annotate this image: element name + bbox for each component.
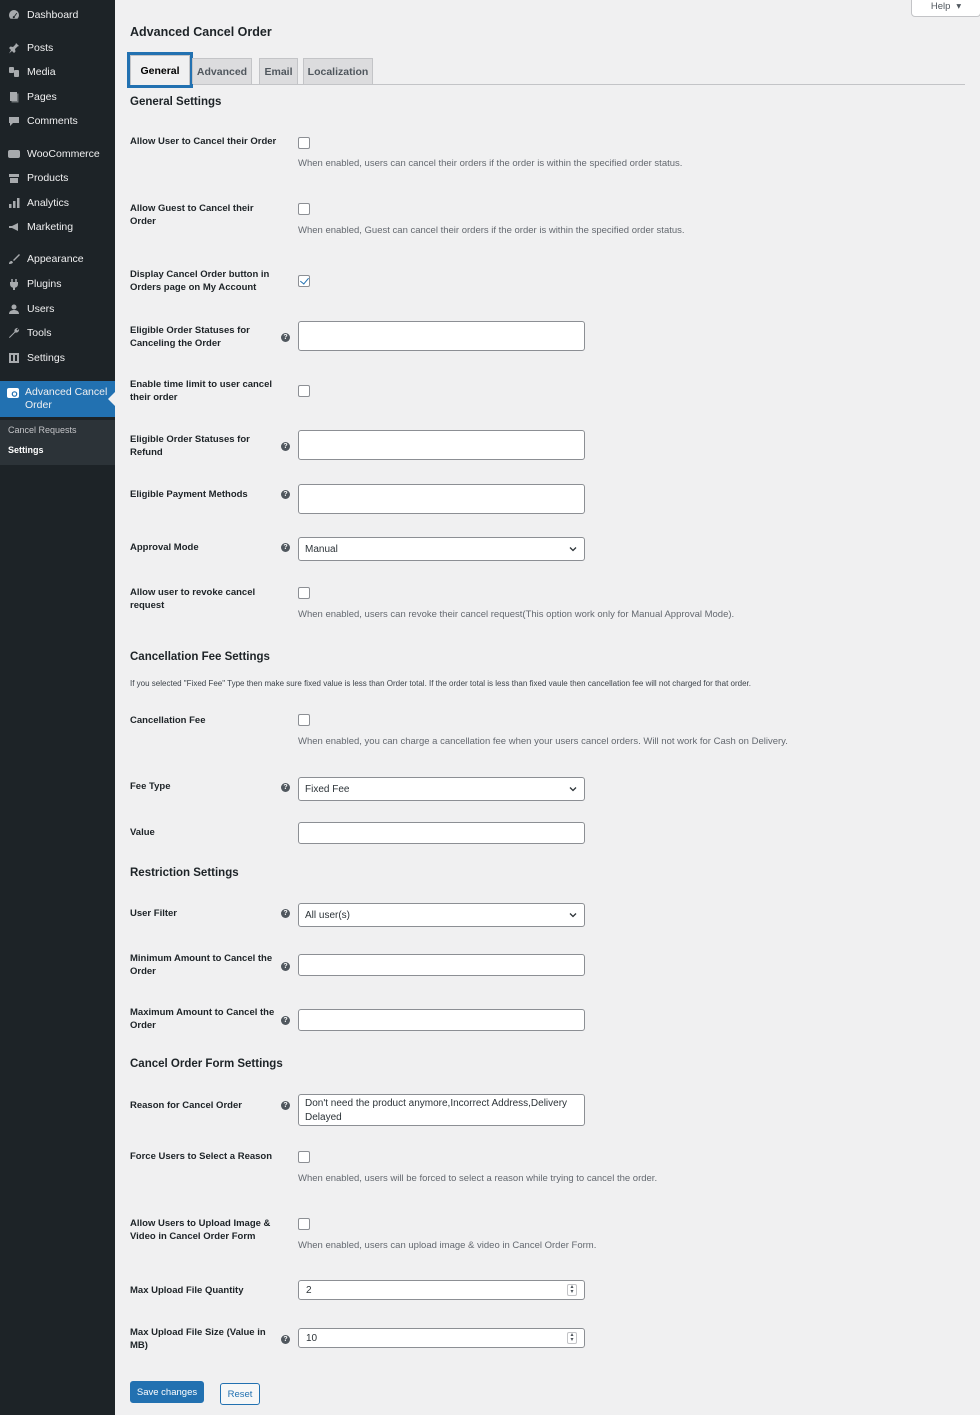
user-filter-select[interactable] <box>298 903 585 927</box>
force-reason-desc: When enabled, users will be forced to select a reason while trying to cancel the order. <box>298 1173 658 1184</box>
fee-note: If you selected "Fixed Fee" Type then make sure fixed value is less than Order total. If the order total is less than fixed vaule then cancellation fee will not charged for that order. <box>130 679 751 688</box>
menu-label: Comments <box>27 115 78 127</box>
eligible-statuses-refund-label: Eligible Order Statuses for Refund <box>130 434 250 458</box>
fee-type-value: Fixed Fee <box>305 783 350 795</box>
revoke-checkbox[interactable] <box>298 587 310 599</box>
spinner-icon[interactable]: ▴ ▾ <box>567 1332 577 1344</box>
form-settings-title: Cancel Order Form Settings <box>130 1058 283 1070</box>
spinner-icon[interactable]: ▴ ▾ <box>567 1284 577 1296</box>
user-filter-value: All user(s) <box>305 909 351 921</box>
save-changes-button[interactable]: Save changes <box>130 1381 204 1403</box>
tab-email[interactable]: Email <box>259 58 298 84</box>
menu-marketing[interactable] <box>0 216 115 238</box>
user-filter-label: User Filter <box>130 908 177 919</box>
menu-analytics[interactable] <box>0 192 115 214</box>
help-tip-icon[interactable]: ? <box>281 962 290 971</box>
display-button-label: Display Cancel Order button in Orders page on My Account <box>130 269 270 293</box>
plug-icon <box>7 277 21 291</box>
menu-label: Dashboard <box>27 9 79 21</box>
allow-guest-cancel-checkbox[interactable] <box>298 203 310 215</box>
max-qty-value: 2 <box>306 1284 312 1296</box>
submenu <box>0 420 115 465</box>
allow-user-cancel-desc: When enabled, users can cancel their orders if the order is within the specified order status. <box>298 158 683 169</box>
reason-label: Reason for Cancel Order <box>130 1100 242 1111</box>
menu-pages[interactable] <box>0 86 115 108</box>
upload-label: Allow Users to Upload Image & Video in Cancel Order Form <box>130 1218 271 1242</box>
media-icon <box>7 65 21 79</box>
tab-localization[interactable]: Localization <box>303 58 373 84</box>
fee-settings-title: Cancellation Fee Settings <box>130 651 270 663</box>
time-limit-checkbox[interactable] <box>298 385 310 397</box>
menu-users[interactable] <box>0 298 115 320</box>
reason-textarea[interactable]: Don't need the product anymore,Incorrect Address,Delivery Delayed <box>298 1094 585 1126</box>
settings-tabs <box>130 58 965 85</box>
min-amount-label: Minimum Amount to Cancel the Order <box>130 953 273 977</box>
reset-button[interactable]: Reset <box>220 1383 260 1405</box>
help-tip-icon[interactable]: ? <box>281 1016 290 1025</box>
menu-label: Advanced Cancel Order <box>25 386 108 411</box>
menu-advanced-cancel-order[interactable] <box>0 381 115 417</box>
value-input[interactable] <box>298 822 585 844</box>
menu-label: Media <box>27 66 56 78</box>
allow-user-cancel-label: Allow User to Cancel their Order <box>130 136 277 147</box>
display-button-checkbox[interactable] <box>298 275 310 287</box>
upload-checkbox[interactable] <box>298 1218 310 1230</box>
help-tip-icon[interactable]: ? <box>281 1101 290 1110</box>
help-tip-icon[interactable]: ? <box>281 543 290 552</box>
bar-chart-icon <box>7 196 21 210</box>
cancellation-fee-label: Cancellation Fee <box>130 715 206 726</box>
submenu-settings[interactable]: Settings <box>8 445 44 455</box>
menu-label: Users <box>27 303 55 315</box>
fee-type-label: Fee Type <box>130 781 171 792</box>
menu-label: WooCommerce <box>27 148 100 160</box>
help-label: Help <box>930 1 951 12</box>
approval-mode-value: Manual <box>305 543 338 555</box>
max-size-value: 10 <box>306 1332 318 1344</box>
revoke-desc: When enabled, users can revoke their cancel request(This option work only for Manual Approval Mode). <box>298 609 735 620</box>
menu-products[interactable] <box>0 167 115 189</box>
help-tip-icon[interactable]: ? <box>281 909 290 918</box>
help-tip-icon[interactable]: ? <box>281 490 290 499</box>
tab-advanced[interactable]: Advanced <box>192 58 252 84</box>
menu-posts[interactable] <box>0 37 115 59</box>
archive-icon <box>7 171 21 185</box>
page-icon <box>7 90 21 104</box>
help-tip-icon[interactable]: ? <box>281 1335 290 1344</box>
approval-mode-select[interactable] <box>298 537 585 561</box>
revoke-label: Allow user to revoke cancel request <box>130 587 256 611</box>
force-reason-label: Force Users to Select a Reason <box>130 1151 273 1162</box>
brush-icon <box>7 252 21 266</box>
menu-label: Pages <box>27 91 57 103</box>
main-content <box>115 0 980 1415</box>
menu-label: Analytics <box>27 197 70 209</box>
pin-icon <box>7 41 21 55</box>
menu-plugins[interactable] <box>0 273 115 295</box>
restriction-settings-title: Restriction Settings <box>130 867 239 879</box>
menu-comments[interactable] <box>0 110 115 132</box>
allow-user-cancel-checkbox[interactable] <box>298 137 310 149</box>
allow-guest-cancel-desc: When enabled, Guest can cancel their orders if the order is within the specified order status. <box>298 225 685 236</box>
eligible-payment-label: Eligible Payment Methods <box>130 489 248 500</box>
settings-icon <box>7 351 21 365</box>
submenu-cancel-requests[interactable]: Cancel Requests <box>8 425 77 435</box>
user-icon <box>7 302 21 316</box>
woo-icon <box>7 147 21 161</box>
help-button[interactable] <box>911 0 980 17</box>
approval-mode-label: Approval Mode <box>130 542 199 553</box>
dashboard-icon <box>7 8 21 22</box>
eligible-statuses-cancel-input[interactable] <box>298 321 585 351</box>
menu-label: Products <box>27 172 69 184</box>
chevron-down-icon <box>568 910 578 920</box>
menu-label: Plugins <box>27 278 62 290</box>
help-tip-icon[interactable]: ? <box>281 783 290 792</box>
force-reason-checkbox[interactable] <box>298 1151 310 1163</box>
help-tip-icon[interactable]: ? <box>281 333 290 342</box>
general-settings-title: General Settings <box>130 96 222 108</box>
menu-label: Tools <box>27 327 52 339</box>
comment-icon <box>7 114 21 128</box>
megaphone-icon <box>7 220 21 234</box>
help-tip-icon[interactable]: ? <box>281 442 290 451</box>
value-label: Value <box>130 827 155 838</box>
fee-type-select[interactable] <box>298 777 585 801</box>
menu-label: Appearance <box>27 253 84 265</box>
max-amount-label: Maximum Amount to Cancel the Order <box>130 1007 275 1031</box>
tab-general[interactable]: General <box>130 55 190 85</box>
menu-media[interactable] <box>0 61 115 83</box>
max-qty-label: Max Upload File Quantity <box>130 1285 244 1296</box>
eligible-statuses-cancel-label: Eligible Order Statuses for Canceling the Order <box>130 325 250 349</box>
chevron-down-icon <box>568 544 578 554</box>
min-amount-input[interactable] <box>298 954 585 976</box>
caret-down-icon: ▾ <box>956 1 962 12</box>
admin-sidebar <box>0 0 115 1415</box>
eligible-statuses-refund-input[interactable] <box>298 430 585 460</box>
menu-label: Settings <box>27 352 65 364</box>
chevron-down-icon <box>568 784 578 794</box>
time-limit-label: Enable time limit to user cancel their order <box>130 379 273 403</box>
menu-label: Marketing <box>27 221 74 233</box>
cancel-order-icon <box>7 386 19 400</box>
allow-guest-cancel-label: Allow Guest to Cancel their Order <box>130 203 254 227</box>
upload-desc: When enabled, users can upload image & video in Cancel Order Form. <box>298 1240 597 1251</box>
max-size-label: Max Upload File Size (Value in MB) <box>130 1327 266 1351</box>
menu-dashboard[interactable] <box>0 4 115 26</box>
page-title: Advanced Cancel Order <box>130 25 272 39</box>
max-size-input[interactable] <box>298 1328 585 1348</box>
cancellation-fee-checkbox[interactable] <box>298 714 310 726</box>
menu-settings[interactable] <box>0 347 115 369</box>
menu-tools[interactable] <box>0 322 115 344</box>
menu-appearance[interactable] <box>0 248 115 270</box>
wrench-icon <box>7 326 21 340</box>
max-amount-input[interactable] <box>298 1009 585 1031</box>
max-qty-input[interactable] <box>298 1280 585 1300</box>
menu-label: Posts <box>27 42 54 54</box>
cancellation-fee-desc: When enabled, you can charge a cancellation fee when your users cancel orders. Will not work for Cash on Delivery. <box>298 736 788 747</box>
eligible-payment-input[interactable] <box>298 484 585 514</box>
menu-woocommerce[interactable] <box>0 143 115 165</box>
